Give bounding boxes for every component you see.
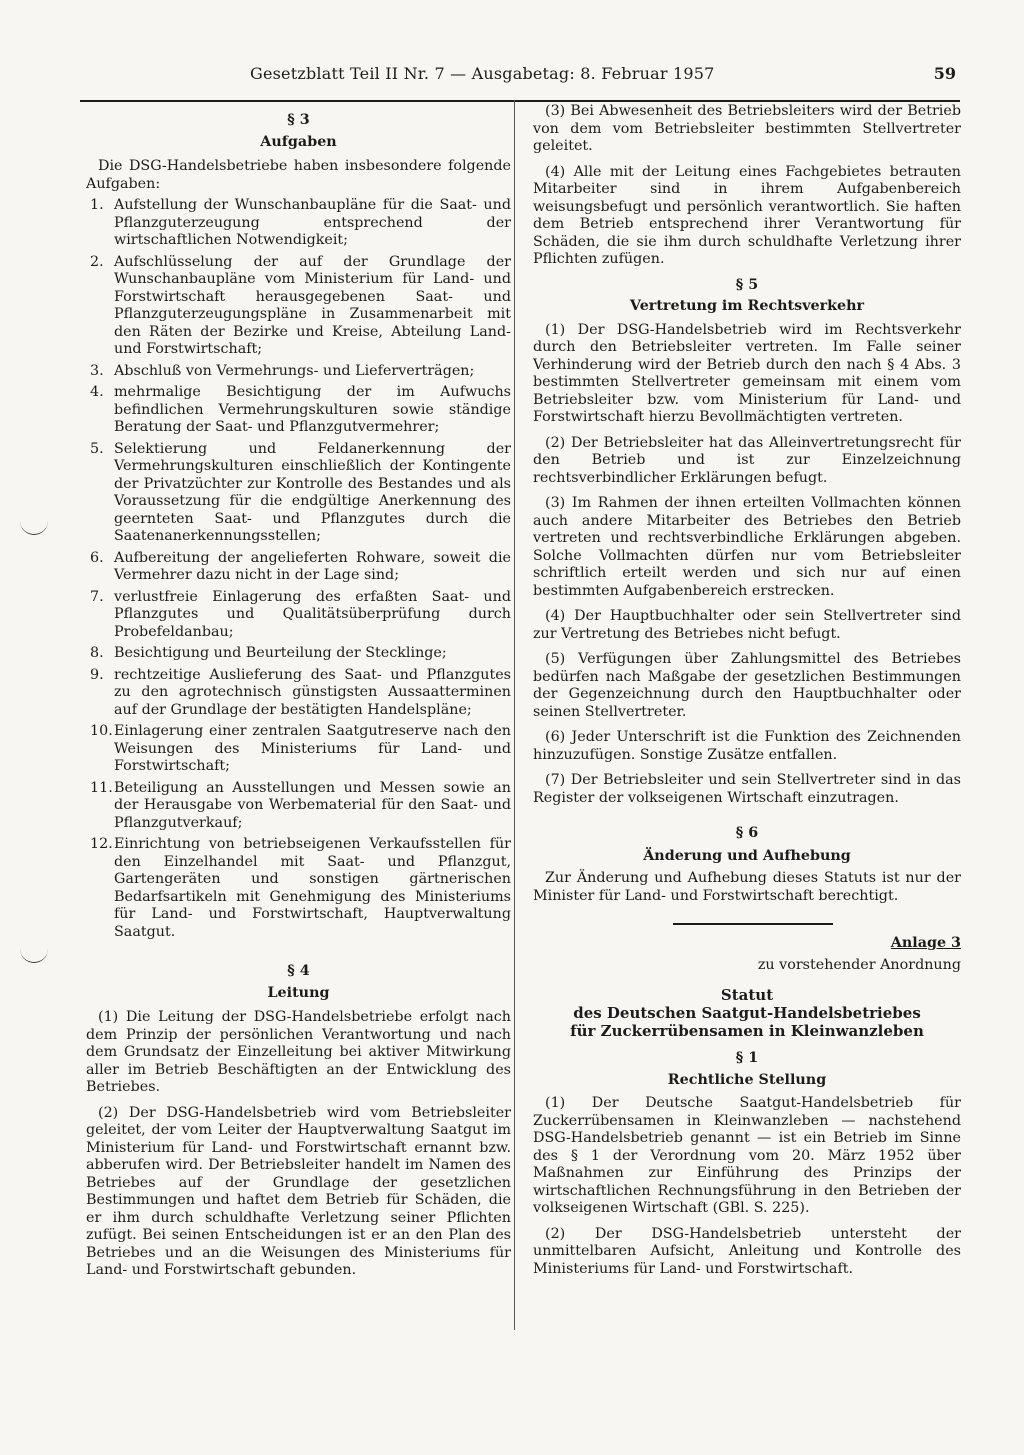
paragraph: Zur Änderung und Aufhebung dieses Statuts ist nur der Minister für Land- und Forstwirtschaft berechtigt.: [533, 870, 961, 904]
paragraph: (2) Der DSG-Handelsbetrieb wird vom Betriebsleiter geleitet, der vom Leiter der Hauptverwaltung Saatgut im Ministerium für Land- und Forstwirtschaft ernannt bzw. abberufen wird. Der Betriebsleiter handelt im Namen des Betriebes auf der Grundlage der gesetzlichen Bestimmungen und haftet dem Betrieb für Schäden, die er ihm durch schuldhafte Verletzung seiner Pflichten zufügt. Bei seinen Entscheidungen ist er an den Plan des Betriebes und an die Weisungen des Ministeriums für Land- und Forstwirtschaft gebunden.: [86, 1104, 511, 1278]
item-number: 5.: [90, 440, 104, 457]
section-number: § 3: [287, 112, 310, 128]
section-title: Änderung und Aufhebung: [643, 847, 851, 864]
list-item: [86, 384, 511, 437]
item-text: Abschluß von Vermehrungs- und Lieferverträgen;: [114, 362, 475, 379]
list-item: [86, 197, 511, 250]
list-item: [86, 780, 511, 833]
annex-label: Anlage 3: [890, 935, 961, 951]
item-text: verlustfreie Einlagerung des erfaßten Saat- und Pflanzgutes und Qualitätsüberprüfung durch Probefeldanbau;: [114, 588, 511, 640]
paragraph: Die DSG-Handelsbetriebe haben insbesondere folgende Aufgaben:: [86, 158, 511, 192]
list-item: [86, 723, 511, 776]
item-text: Besichtigung und Beurteilung der Stecklinge;: [114, 645, 447, 661]
paragraph: (7) Der Betriebsleiter und sein Stellvertreter sind in das Register der volkseigenen Wirtschaft einzutragen.: [533, 772, 961, 806]
page-number: 59: [933, 64, 956, 83]
statute-title-line: für Zuckerrübensamen in Kleinwanzleben: [570, 1022, 924, 1040]
section-number: § 4: [287, 963, 310, 979]
item-text: Aufstellung der Wunschanbaupläne für die Saat- und Pflanzguterzeugung entsprechend der wirtschaftlichen Notwendigkeit;: [114, 197, 511, 248]
statute-title: Statut: [720, 986, 774, 1004]
paragraph: (2) Der DSG-Handelsbetrieb untersteht der unmittelbaren Aufsicht, Anleitung und Kontrolle des Ministeriums für Land- und Forstwirtschaft.: [533, 1225, 961, 1277]
separator-rule: [673, 923, 833, 925]
section-number: § 1: [735, 1050, 759, 1066]
item-text: Selektierung und Feldanerkennung der Vermehrungskulturen einschließlich der Kontingente der Privatzüchter zur Kontrolle des Bestandes und als Voraussetzung für die endgültige Anerkennung des geernteten Saat- und Pflanzgutes durch die Saatenanerkennungsstellen;: [114, 440, 511, 544]
section-title: Leitung: [267, 984, 330, 1001]
section-number: § 6: [735, 825, 759, 841]
item-text: Aufbereitung der angelieferten Rohware, soweit die Vermehrer dazu nicht in der Lage sind;: [114, 549, 511, 583]
task-list: [86, 197, 511, 941]
section-title: Rechtliche Stellung: [667, 1071, 827, 1088]
margin-mark: [20, 948, 48, 963]
column-divider: [514, 100, 515, 1330]
paragraph: (3) Bei Abwesenheit des Betriebsleiters wird der Betrieb von dem vom Betriebsleiter bestimmten Stellvertreter geleitet.: [533, 103, 961, 154]
item-number: 8.: [90, 645, 104, 661]
item-text: Aufschlüsselung der auf der Grundlage der Wunschanbaupläne vom Ministerium für Land- und Forstwirtschaft herausgegebenen Saat- und Pflanzguterzeugungspläne in Zusammenarbeit mit den Räten der Bezirke und Kreise, Abteilung Land- und Forstwirtschaft;: [114, 253, 511, 357]
item-number: 1.: [90, 197, 104, 213]
page-header: [80, 62, 960, 102]
item-number: 9.: [90, 666, 104, 683]
margin-mark: [20, 520, 48, 535]
paragraph: (1) Die Leitung der DSG-Handelsbetriebe erfolgt nach dem Prinzip der persönlichen Verantwortung und nach dem Grundsatz der Einzelleitung bei aktiver Mitwirkung aller im Betrieb Beschäftigten an der Entwicklung des Betriebes.: [86, 1009, 511, 1095]
section-number: § 5: [735, 276, 759, 293]
left-column: [86, 112, 511, 1280]
item-text: rechtzeitige Auslieferung des Saat- und Pflanzgutes zu den agrotechnisch günstigsten Aussaatterminen auf der Grundlage der bestätigten Handelspläne;: [114, 666, 511, 718]
paragraph: (3) Im Rahmen der ihnen erteilten Vollmachten können auch andere Mitarbeiter des Betriebes den Betrieb vertreten und rechtsverbindliche Erklärungen abgeben. Solche Vollmachten dürfen nur vom Betriebsleiter schriftlich erteilt werden und sich nur auf einen bestimmten Aufgabenbereich erstrecken.: [533, 495, 961, 599]
section-title: Aufgaben: [260, 133, 337, 150]
paragraph: (4) Alle mit der Leitung eines Fachgebietes betrauten Mitarbeiter sind in ihrem Aufgabenbereich weisungsbefugt und persönlich verantwortlich. Sie haften dem Betrieb entsprechend ihrer Verantwortung für Schäden, die sie ihm durch schuldhafte Verletzung ihrer Pflichten zufügen.: [533, 163, 961, 267]
paragraph: (5) Verfügungen über Zahlungsmittel des Betriebes bedürfen nach Maßgabe der gesetzlichen Bestimmungen der Gegenzeichnung durch den Hauptbuchhalter oder seinen Stellvertreter.: [533, 651, 961, 720]
list-item: [86, 441, 511, 546]
list-item: [86, 363, 511, 381]
item-number: 2.: [90, 253, 104, 270]
item-number: 11.: [90, 779, 113, 796]
item-text: Einlagerung einer zentralen Saatgutreserve nach den Weisungen des Ministeriums für Land- und Forstwirtschaft;: [114, 723, 511, 774]
item-number: 7.: [90, 588, 104, 605]
list-item: [86, 645, 511, 663]
item-number: 12.: [90, 836, 113, 852]
statute-title-line: des Deutschen Saatgut-Handelsbetriebes: [573, 1004, 921, 1022]
item-text: Beteiligung an Ausstellungen und Messen sowie an der Herausgabe von Werbematerial für den Saat- und Pflanzgutverkauf;: [114, 779, 511, 831]
header-title: Gesetzblatt Teil II Nr. 7 — Ausgabetag: 8. Februar 1957: [250, 64, 715, 83]
list-item: [86, 550, 511, 585]
item-text: Einrichtung von betriebseigenen Verkaufsstellen für den Einzelhandel mit Saat- und Pflanzgut, Gartengeräten und sonstigen gärtnerischen Bedarfsartikeln mit Genehmigung des Ministeriums für Land- und Forstwirtschaft, Hauptverwaltung Saatgut.: [114, 836, 511, 940]
paragraph: (2) Der Betriebsleiter hat das Alleinvertretungsrecht für den Betrieb und ist zur Einzelzeichnung rechtsverbindlicher Erklärungen befugt.: [533, 434, 961, 486]
section-title: Vertretung im Rechtsverkehr: [629, 298, 865, 314]
paragraph: (6) Jeder Unterschrift ist die Funktion des Zeichnenden hinzuzufügen. Sonstige Zusätze entfallen.: [533, 729, 961, 763]
right-column: [533, 103, 961, 1278]
list-item: [86, 667, 511, 720]
item-text: mehrmalige Besichtigung der im Aufwuchs befindlichen Vermehrungskulturen sowie ständige Beratung der Saat- und Pflanzgutvermehrer;: [114, 384, 511, 435]
list-item: [86, 254, 511, 359]
item-number: 4.: [90, 384, 104, 400]
paragraph: (4) Der Hauptbuchhalter oder sein Stellvertreter sind zur Vertretung des Betriebes nicht befugt.: [533, 608, 961, 642]
annex-subtitle: zu vorstehender Anordnung: [757, 956, 961, 973]
item-number: 10.: [90, 723, 113, 739]
item-number: 6.: [90, 549, 104, 566]
list-item: [86, 836, 511, 941]
list-item: [86, 589, 511, 642]
paragraph: (1) Der Deutsche Saatgut-Handelsbetrieb für Zuckerrübensamen in Kleinwanzleben — nachstehend DSG-Handelsbetrieb genannt — ist ein Betrieb im Sinne des § 1 der Verordnung vom 20. März 1952 über Maßnahmen zur Einführung des Prinzips der wirtschaftlichen Rechnungsführung in den Betrieben der volkseigenen Wirtschaft (GBl. S. 225).: [533, 1095, 961, 1216]
paragraph: (1) Der DSG-Handelsbetrieb wird im Rechtsverkehr durch den Betriebsleiter vertreten. Im Falle seiner Verhinderung wird der Betrieb durch den nach § 4 Abs. 3 bestimmten Stellvertreter gemeinsam mit einem vom Betriebsleiter bzw. vom Ministerium für Land- und Forstwirtschaft hierzu Bevollmächtigten vertreten.: [533, 321, 961, 425]
item-number: 3.: [90, 362, 104, 379]
